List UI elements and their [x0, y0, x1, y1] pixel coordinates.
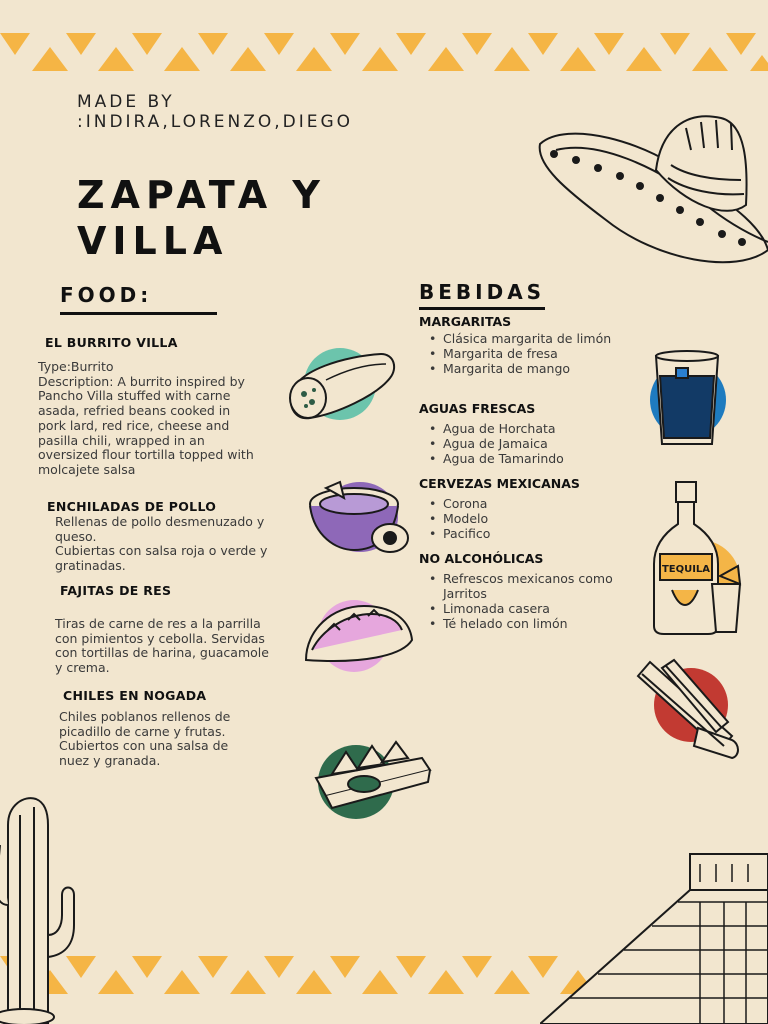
aguas-list	[419, 421, 639, 466]
drinks-category-cervezas: CERVEZAS MEXICANAS	[419, 476, 580, 491]
food-heading: FOOD:	[60, 283, 153, 307]
burrito-icon	[286, 350, 398, 422]
dish-description-enchiladas: Rellenas de pollo desmenuzado y queso. Cubiertas con salsa roja o verde y gratinadas.	[55, 514, 268, 574]
drinks-heading-underline	[419, 307, 545, 310]
dish-name-enchiladas: ENCHILADAS DE POLLO	[47, 499, 217, 514]
list-item: • Agua de Tamarindo	[419, 451, 639, 466]
dish-name-burrito: EL BURRITO VILLA	[45, 335, 178, 350]
list-item: • Clásica margarita de limón	[419, 331, 649, 346]
drinks-heading: BEBIDAS	[419, 280, 546, 304]
list-item: • Corona	[419, 496, 639, 511]
cervezas-list	[419, 496, 639, 541]
list-item: • Agua de Horchata	[419, 421, 639, 436]
tequila-label: TEQUILA	[661, 564, 711, 575]
list-item: • Limonada casera	[419, 601, 641, 616]
list-item: • Refrescos mexicanos como Jarritos	[419, 571, 641, 601]
drinks-category-no-alcoholicas: NO ALCOHÓLICAS	[419, 551, 544, 566]
dish-description-fajitas: Tiras de carne de res a la parrilla con pimientos y cebolla. Servidas con tortillas de harina, guacamole y crema.	[55, 616, 269, 676]
bowl-icon	[306, 480, 412, 558]
drinks-category-margaritas: MARGARITAS	[419, 314, 512, 329]
list-item: • Margarita de fresa	[419, 346, 649, 361]
nachos-icon	[312, 738, 434, 810]
authors: :INDIRA,LORENZO,DIEGO	[77, 112, 354, 132]
list-item: • Agua de Jamaica	[419, 436, 639, 451]
no-alcoholicas-list	[419, 571, 641, 631]
glass-icon	[652, 350, 722, 450]
drinks-category-aguas: AGUAS FRESCAS	[419, 401, 536, 416]
title-line-2: VILLA	[77, 219, 229, 263]
sombrero-icon	[536, 110, 768, 280]
title-line-1: ZAPATA Y	[77, 173, 326, 217]
made-by-label: MADE BY	[77, 92, 175, 112]
top-triangle-border	[0, 33, 768, 73]
made-by	[77, 92, 353, 132]
cactus-icon	[0, 785, 80, 1024]
dish-description-burrito: Type:Burrito Description: A burrito inspired by Pancho Villa stuffed with carne asada, refried beans cooked in pork lard, red rice, cheese and pasilla chili, wrapped in an oversized flour tortilla topped with molcajete salsa	[38, 359, 254, 477]
list-item: • Modelo	[419, 511, 639, 526]
dish-description-chiles: Chiles poblanos rellenos de picadillo de carne y frutas. Cubiertos con una salsa de nuez y granada.	[59, 709, 231, 769]
tequila-bottle-icon	[650, 480, 746, 636]
list-item: • Margarita de mango	[419, 361, 649, 376]
dish-name-chiles: CHILES EN NOGADA	[63, 688, 207, 703]
dish-name-fajitas: FAJITAS DE RES	[60, 583, 172, 598]
list-item: • Pacifico	[419, 526, 639, 541]
food-heading-underline	[60, 312, 217, 315]
pyramid-icon	[540, 852, 768, 1024]
page-title	[77, 172, 326, 264]
churros-icon	[632, 656, 744, 762]
margaritas-list	[419, 331, 649, 376]
taco-icon	[302, 600, 416, 670]
list-item: • Té helado con limón	[419, 616, 641, 631]
